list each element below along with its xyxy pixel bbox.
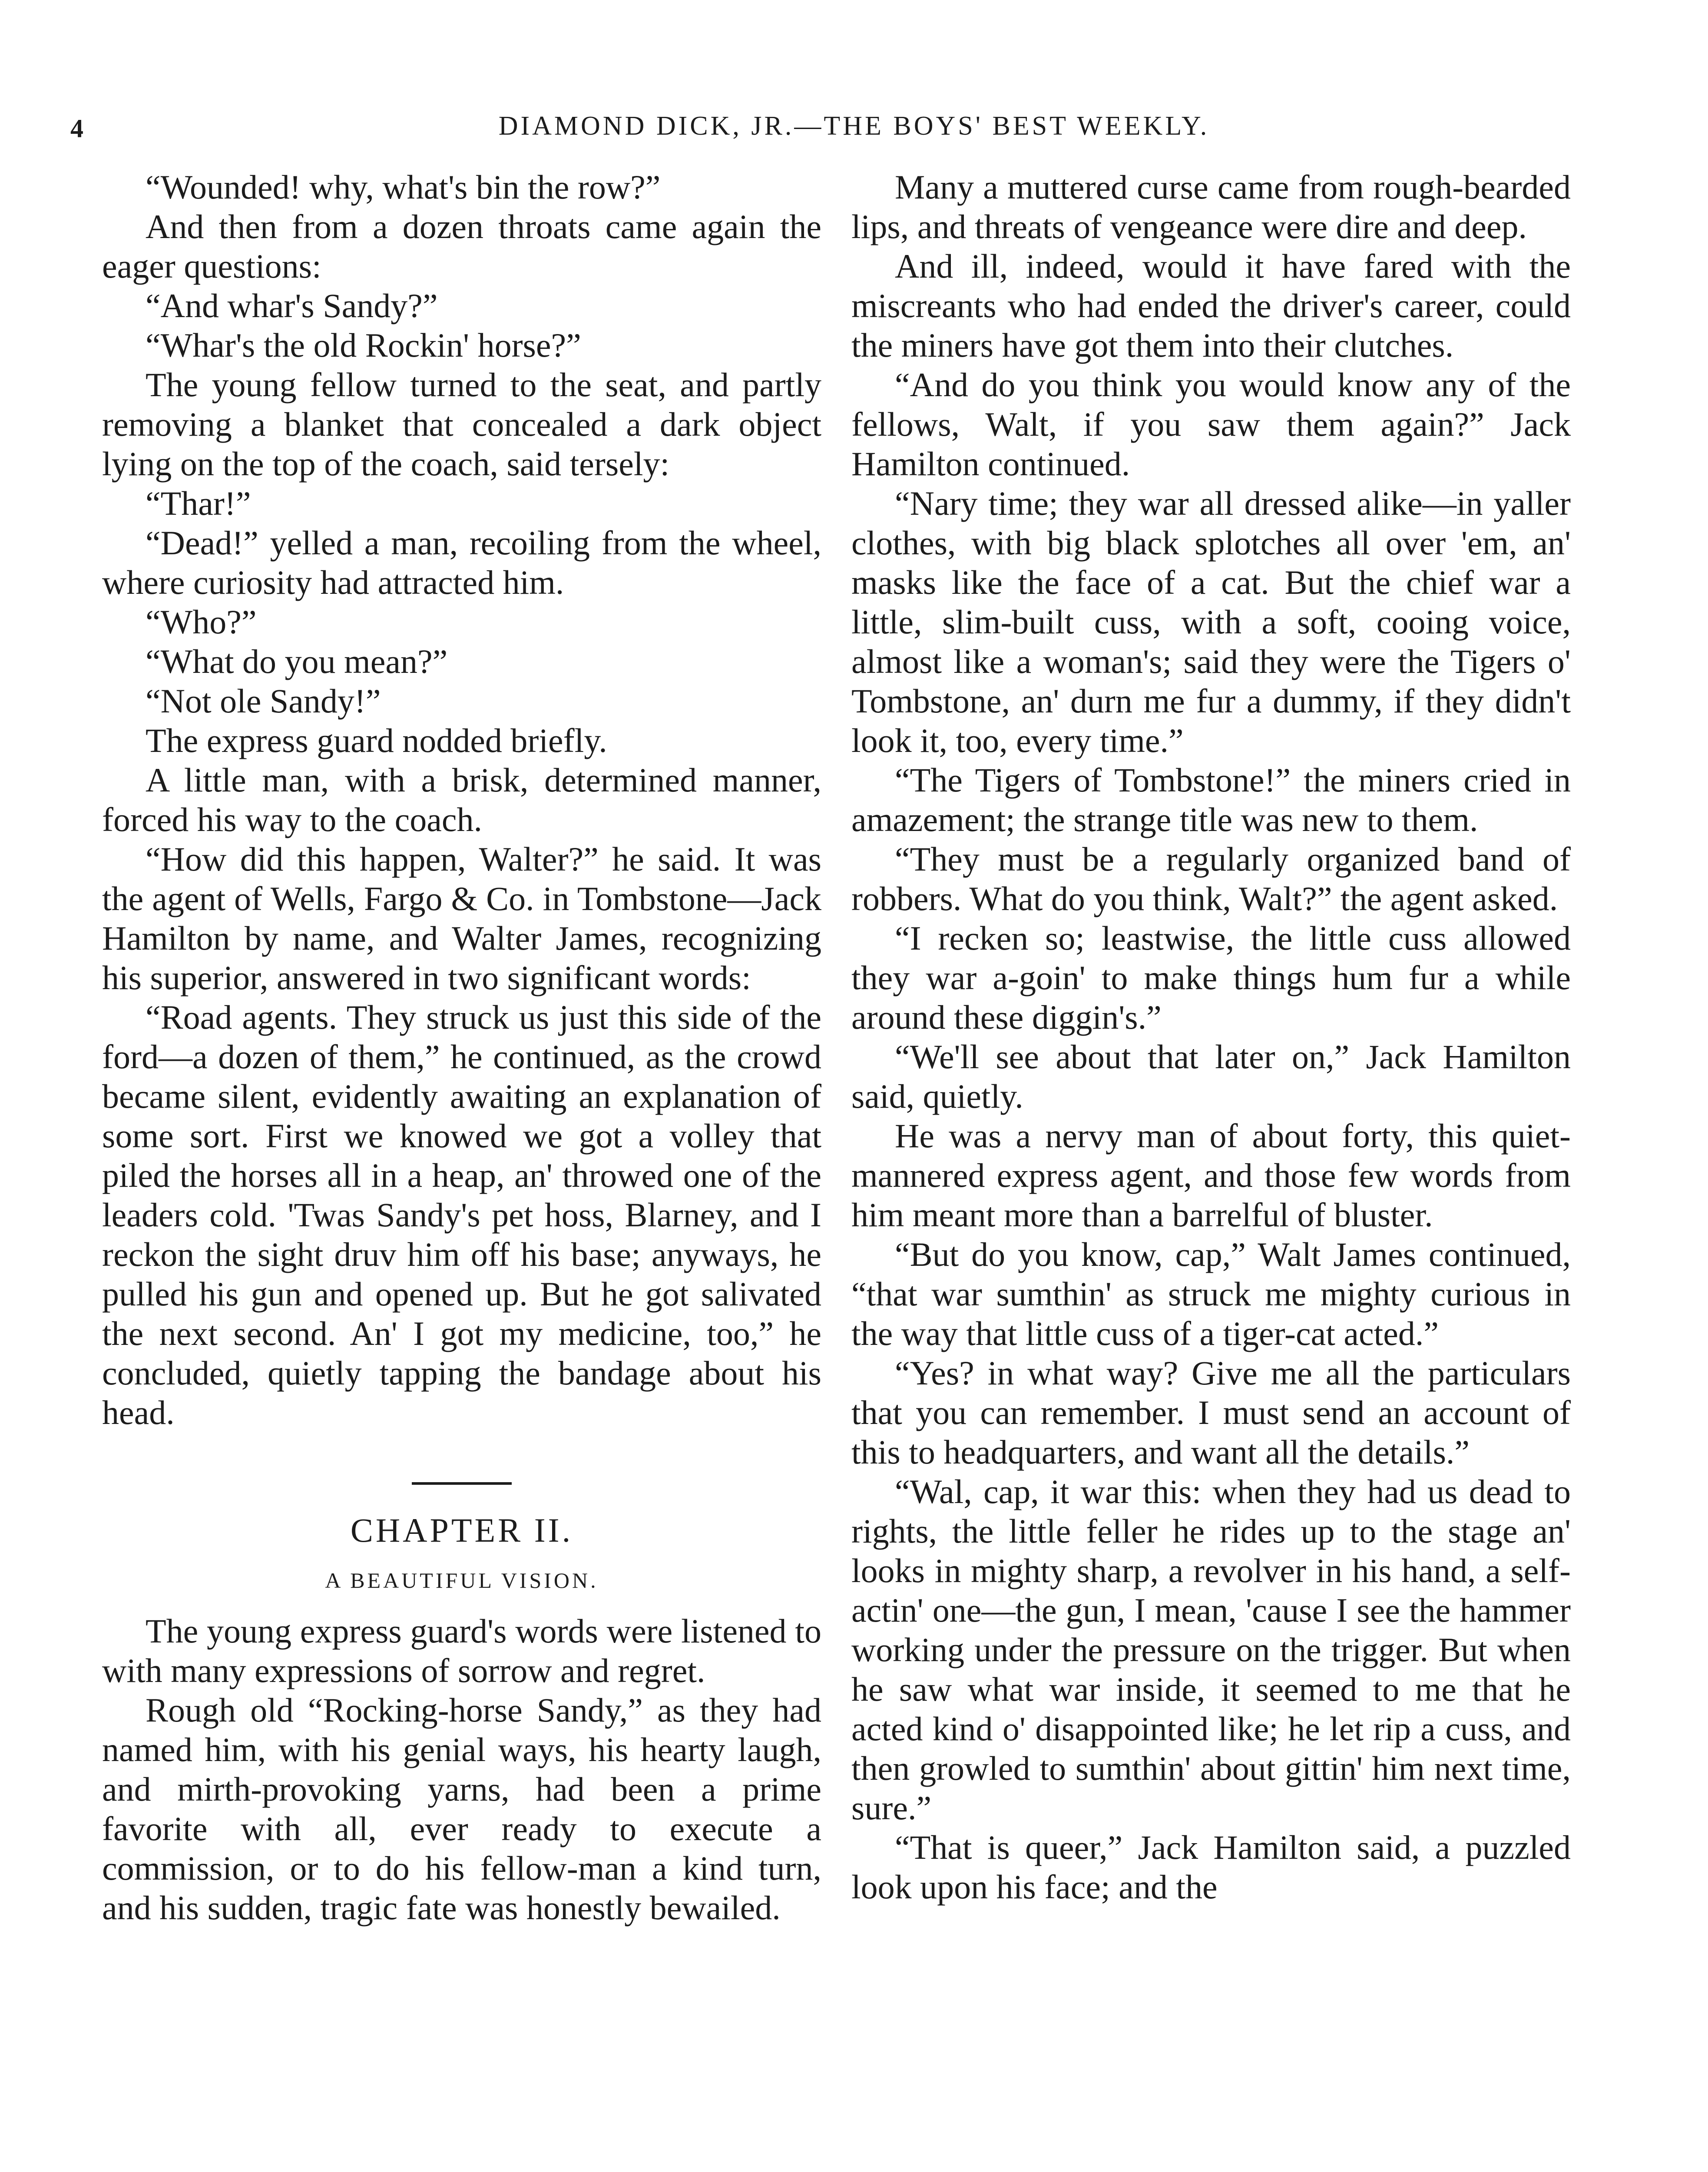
paragraph: He was a nervy man of about forty, this quiet-mannered express agent, and those few words from him meant more than a barrelful of bluster. [851, 1117, 1571, 1234]
paragraph: “Wounded! why, what's bin the row?” [146, 168, 661, 206]
paragraph: “Wal, cap, it war this: when they had us dead to rights, the little feller he rides up to the stage an' looks in mighty sharp, a revolver in his hand, a self-actin' one—the gun, I mean, 'cause I see the hammer working under the pressure on the trigger. But when he saw what war inside, it seemed to me that he acted kind o' disappointed like; he let rip a cuss, and then growled to sumthin' about gittin' him next time, sure.” [851, 1473, 1571, 1827]
paragraph: “But do you know, cap,” Walt James continued, “that war sumthin' as struck me mighty curious in the way that little cuss of a tiger-cat acted.” [851, 1235, 1571, 1352]
paragraph: “We'll see about that later on,” Jack Hamilton said, quietly. [851, 1038, 1571, 1115]
paragraph: “They must be a regularly organized band of robbers. What do you think, Walt?” the agent asked. [851, 840, 1571, 917]
running-head: DIAMOND DICK, JR.—THE BOYS' BEST WEEKLY. [498, 111, 1210, 141]
page-number: 4 [70, 114, 83, 143]
left-column-before-chapter [102, 167, 821, 1432]
left-column-after-chapter [102, 1611, 821, 1927]
left-column [102, 167, 821, 1927]
paragraph: “Nary time; they war all dressed alike—in yaller clothes, with big black splotches all over 'em, an' masks like the face of a cat. But the chief war a little, slim-built cuss, with a soft, cooing voice, almost like a woman's; said they were the Tigers o' Tombstone, an' durn me fur a dummy, if they didn't look it, too, every time.” [851, 484, 1571, 759]
paragraph: “The Tigers of Tombstone!” the miners cried in amazement; the strange title was new to them. [851, 761, 1571, 838]
paragraph: “Road agents. They struck us just this side of the ford—a dozen of them,” he continued, as the crowd became silent, evidently awaiting an explanation of some sort. First we knowed we got a volley that piled the horses all in a heap, an' throwed one of the leaders cold. 'Twas Sandy's pet hoss, Blarney, and I reckon the sight druv him off his base; anyways, he pulled his gun and opened up. But he got salivated the next second. An' I got my medicine, too,” he concluded, quietly tapping the bandage about his head. [102, 998, 821, 1431]
paragraph: And then from a dozen throats came again the eager questions: [102, 208, 821, 285]
chapter-divider-rule [412, 1482, 512, 1485]
paragraph: The young fellow turned to the seat, and partly removing a blanket that concealed a dark object lying on the top of the coach, said tersely: [102, 366, 821, 483]
paragraph: The young express guard's words were listened to with many expressions of sorrow and regret. [102, 1612, 821, 1689]
paragraph: “How did this happen, Walter?” he said. It was the agent of Wells, Fargo & Co. in Tombstone—Jack Hamilton by name, and Walter James, recognizing his superior, answered in two significant words: [102, 840, 821, 997]
paragraph: The express guard nodded briefly. [146, 722, 607, 759]
paragraph: “Dead!” yelled a man, recoiling from the wheel, where curiosity had attracted him. [102, 524, 821, 601]
chapter-subtitle: A BEAUTIFUL VISION. [325, 1568, 599, 1593]
paragraph: “Whar's the old Rockin' horse?” [146, 326, 581, 364]
paragraph: “Not ole Sandy!” [146, 682, 381, 720]
paragraph: “Who?” [146, 603, 257, 641]
paragraph: “I recken so; leastwise, the little cuss allowed they war a-goin' to make things hum fur a while around these diggin's.” [851, 919, 1571, 1036]
paragraph: Many a muttered curse came from rough-bearded lips, and threats of vengeance were dire and deep. [851, 168, 1571, 245]
paragraph: And ill, indeed, would it have fared with the miscreants who had ended the driver's career, could the miners have got them into their clutches. [851, 247, 1571, 364]
paragraph: “And whar's Sandy?” [146, 287, 438, 324]
paragraph: A little man, with a brisk, determined manner, forced his way to the coach. [102, 761, 821, 838]
paragraph: Rough old “Rocking-horse Sandy,” as they had named him, with his genial ways, his hearty laugh, and mirth-provoking yarns, had been a prime favorite with all, ever ready to execute a commission, or to do his fellow-man a kind turn, and his sudden, tragic fate was honestly bewailed. [102, 1691, 821, 1927]
chapter-title: CHAPTER II. [350, 1511, 573, 1549]
paragraph: “That is queer,” Jack Hamilton said, a puzzled look upon his face; and the [851, 1828, 1571, 1906]
paragraph: “What do you mean?” [146, 642, 448, 680]
right-column [851, 167, 1571, 1907]
paragraph: “And do you think you would know any of the fellows, Walt, if you saw them again?” Jack Hamilton continued. [851, 366, 1571, 483]
paragraph: “Yes? in what way? Give me all the particulars that you can remember. I must send an account of this to headquarters, and want all the details.” [851, 1354, 1571, 1471]
paragraph: “Thar!” [146, 484, 251, 522]
